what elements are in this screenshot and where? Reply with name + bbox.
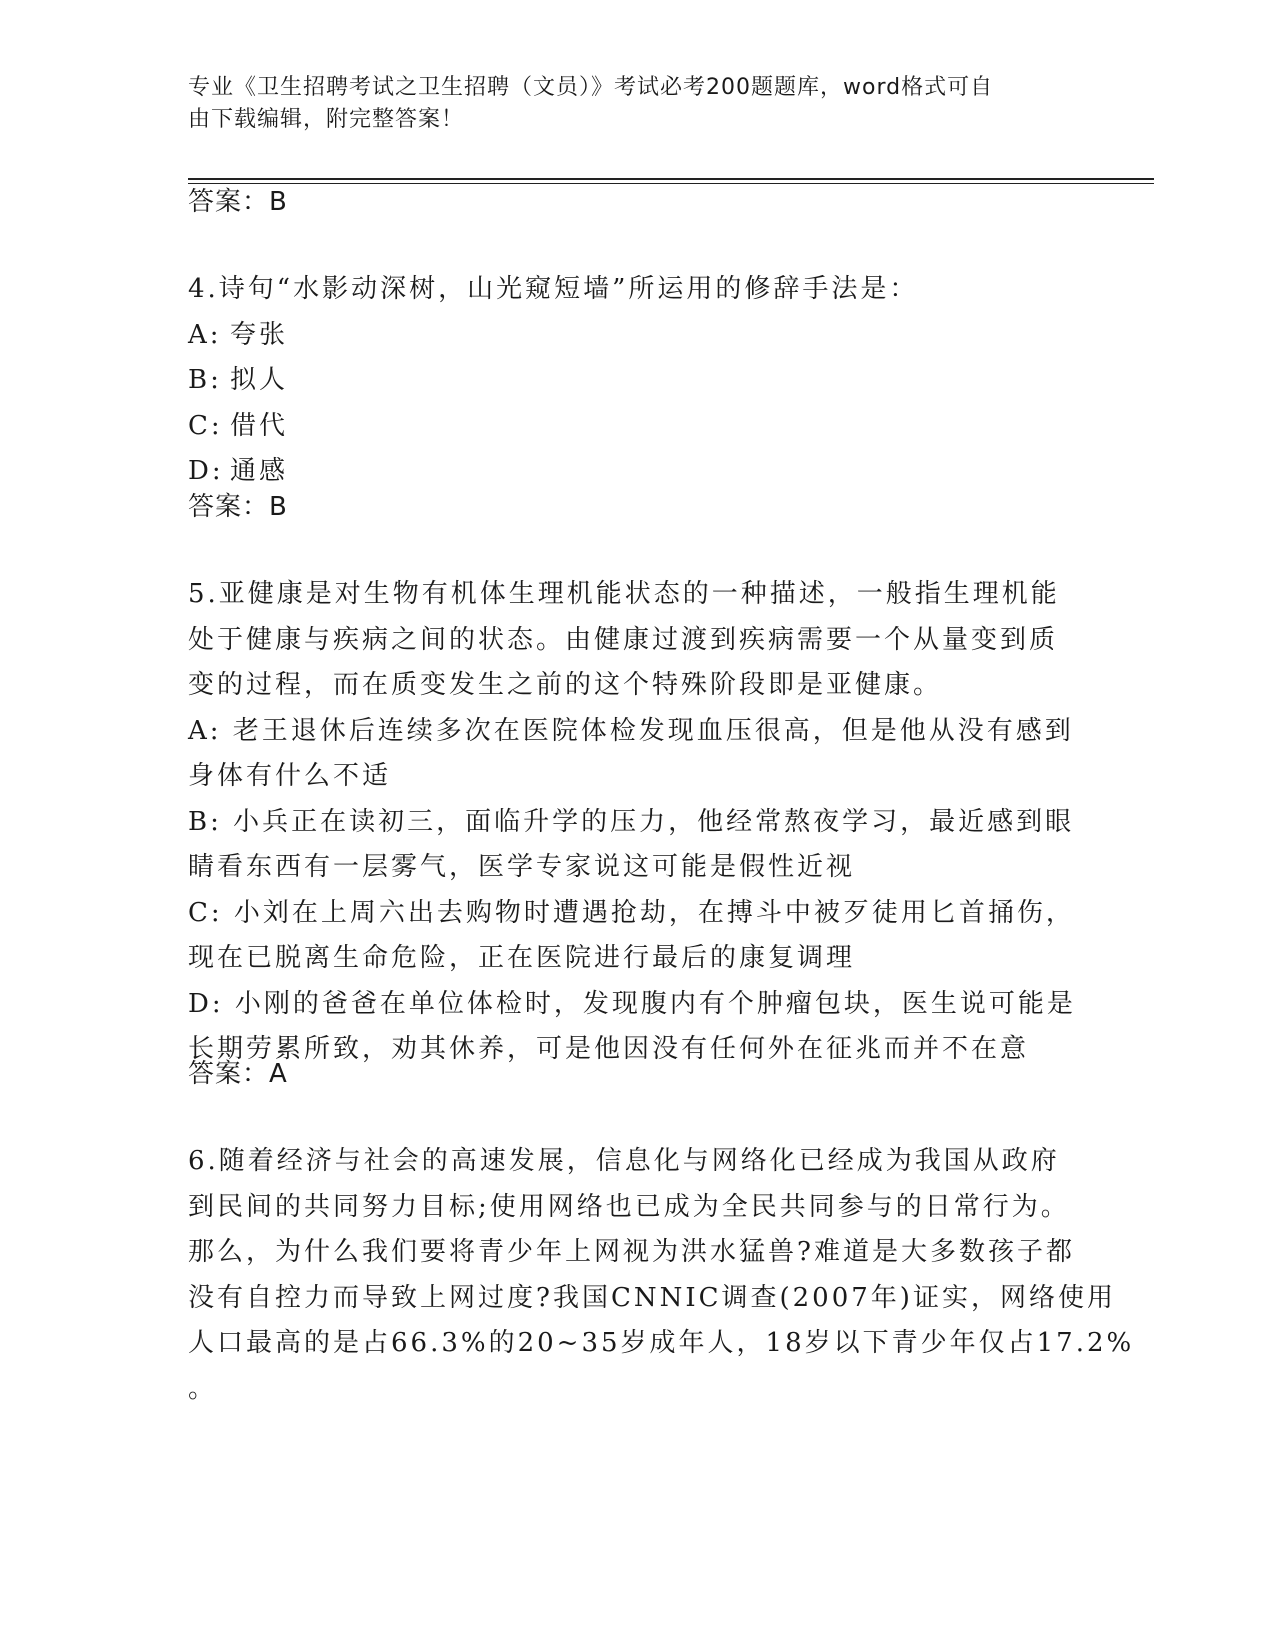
question-5-option-b-line: B: 小兵正在读初三，面临升学的压力，他经常熬夜学习，最近感到眼 bbox=[188, 806, 1075, 837]
question-5-option-c-line: C: 小刘在上周六出去购物时遭遇抢劫，在搏斗中被歹徒用匕首捅伤， bbox=[188, 897, 1075, 928]
option-key: A: bbox=[188, 319, 222, 350]
previous-answer: 答案：B bbox=[188, 187, 288, 217]
question-6-stem-line: 。 bbox=[188, 1373, 218, 1404]
question-5 bbox=[188, 572, 1088, 1073]
question-4-option-b bbox=[188, 358, 1088, 404]
question-6-stem-line: 6.随着经济与社会的高速发展，信息化与网络化已经成为我国从政府 bbox=[188, 1146, 1060, 1176]
question-4-stem: 4.诗句“水影动深树，山光窥短墙”所运用的修辞手法是： bbox=[188, 274, 919, 304]
question-4-option-c bbox=[188, 404, 1088, 450]
question-5-answer: 答案：A bbox=[188, 1059, 288, 1089]
question-5-stem-line: 5.亚健康是对生物有机体生理机能状态的一种描述，一般指生理机能 bbox=[188, 579, 1060, 609]
header-divider-thick bbox=[188, 178, 1154, 180]
question-5-stem-line: 变的过程，而在质变发生之前的这个特殊阶段即是亚健康。 bbox=[188, 670, 943, 700]
header-line-1: 专业《卫生招聘考试之卫生招聘（文员）》考试必考200题题库，word格式可自 bbox=[188, 75, 994, 100]
option-text: 拟人 bbox=[230, 365, 289, 395]
header-divider-thin bbox=[188, 183, 1154, 184]
header-line-2: 由下载编辑，附完整答案！ bbox=[188, 107, 465, 132]
document-header bbox=[188, 72, 1088, 136]
question-4-answer: 答案：B bbox=[188, 492, 288, 522]
option-key: D: bbox=[188, 456, 224, 486]
question-6-stem-line: 那么，为什么我们要将青少年上网视为洪水猛兽?难道是大多数孩子都 bbox=[188, 1237, 1075, 1267]
question-6-stem-line: 没有自控力而导致上网过度?我国CNNIC调查(2007年)证实，网络使用 bbox=[188, 1282, 1116, 1313]
question-5-option-d-line: D: 小刚的爸爸在单位体检时，发现腹内有个肿瘤包块，医生说可能是 bbox=[188, 988, 1076, 1019]
question-5-stem-line: 处于健康与疾病之间的状态。由健康过渡到疾病需要一个从量变到质 bbox=[188, 624, 1059, 655]
question-6 bbox=[188, 1139, 1135, 1412]
question-4-option-d bbox=[188, 449, 1088, 495]
question-5-option-a-line: A: 老王退休后连续多次在医院体检发现血压很高，但是他从没有感到 bbox=[188, 715, 1074, 746]
question-5-option-c-line: 现在已脱离生命危险，正在医院进行最后的康复调理 bbox=[188, 943, 856, 973]
question-4 bbox=[188, 267, 1088, 495]
question-5-option-d-line: 长期劳累所致，劝其休养，可是他因没有任何外在征兆而并不在意 bbox=[188, 1034, 1030, 1064]
option-key: B: bbox=[188, 365, 222, 395]
option-key: C: bbox=[188, 410, 223, 441]
question-4-option-a bbox=[188, 313, 1088, 359]
question-6-stem-line: 人口最高的是占66.3%的20~35岁成年人，18岁以下青少年仅占17.2% bbox=[188, 1328, 1135, 1358]
question-6-stem-line: 到民间的共同努力目标;使用网络也已成为全民共同参与的日常行为。 bbox=[188, 1191, 1070, 1222]
option-text: 夸张 bbox=[230, 319, 289, 350]
option-text: 借代 bbox=[230, 410, 289, 441]
question-5-option-b-line: 睛看东西有一层雾气，医学专家说这可能是假性近视 bbox=[188, 852, 856, 882]
question-5-option-a-line: 身体有什么不适 bbox=[188, 761, 392, 791]
option-text: 通感 bbox=[230, 456, 289, 486]
